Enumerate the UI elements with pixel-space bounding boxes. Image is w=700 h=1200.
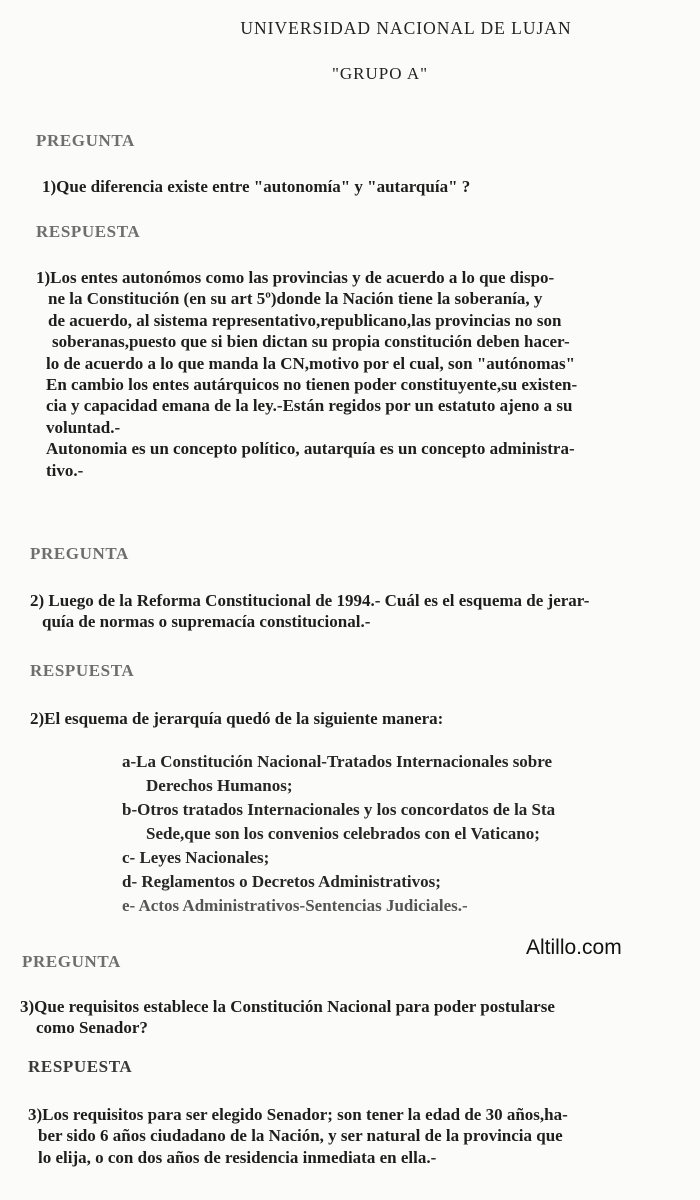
list-item: e- Actos Administrativos-Sentencias Judiciales.- [122,896,468,915]
answer-2-line: 2)El esquema de jerarquía quedó de la siguiente manera: [30,709,444,728]
answer-1-text [36,267,577,481]
group-title: "GRUPO A" [331,64,429,83]
list-item: d- Reglamentos o Decretos Administrativos; [122,872,441,891]
answer-label-3: RESPUESTA [28,1057,133,1076]
answer-1-line: 1)Los entes autonómos como las provincias y de acuerdo a lo que dispo- [36,268,555,287]
answer-1-line: En cambio los entes autárquicos no tienen poder constituyente,su existen- [46,375,578,395]
answer-3-line: 3)Los requisitos para ser elegido Senador; son tener la edad de 30 años,ha- [28,1105,568,1124]
question-2-text [30,590,589,633]
list-item: Derechos Humanos; [146,776,293,795]
answer-1-line: Autonomia es un concepto político, autarquía es un concepto administra- [46,439,575,459]
hierarchy-list [122,750,555,918]
question-3-line: como Senador? [36,1018,148,1038]
question-2-line: quía de normas o supremacía constitucional.- [42,612,371,632]
question-3-line: 3)Que requisitos establece la Constitución Nacional para poder postularse [20,997,555,1016]
university-title: UNIVERSIDAD NACIONAL DE LUJAN [240,18,572,38]
answer-3-text [28,1104,568,1168]
question-1-text [42,176,470,197]
question-3-text [20,996,555,1039]
watermark-logo: Altillo.com [526,936,622,959]
answer-1-line: tivo.- [46,460,84,480]
list-item: c- Leyes Nacionales; [122,848,270,867]
answer-3-line: lo elija, o con dos años de residencia inmediata en ella.- [38,1147,437,1167]
answer-label-1: RESPUESTA [36,222,141,241]
answer-2-text [30,708,443,729]
list-item: a-La Constitución Nacional-Tratados Internacionales sobre [122,752,553,771]
question-label-1: PREGUNTA [36,131,135,150]
answer-1-line: soberanas,puesto que si bien dictan su propia constitución deben hacer- [52,332,570,352]
list-item: b-Otros tratados Internacionales y los concordatos de la Sta [122,800,556,819]
answer-1-line: voluntad.- [46,417,121,437]
question-1-line: 1)Que diferencia existe entre "autonomía" y "autarquía" ? [42,177,471,196]
answer-1-line: ne la Constitución (en su art 5º)donde la Nación tiene la soberanía, y [48,289,543,309]
answer-label-2: RESPUESTA [30,661,135,680]
question-label-3: PREGUNTA [22,952,121,971]
question-label-2: PREGUNTA [30,544,129,563]
question-2-line: 2) Luego de la Reforma Constitucional de 1994.- Cuál es el esquema de jerar- [30,591,590,610]
answer-1-line: cia y capacidad emana de la ley.-Están regidos por un estatuto ajeno a su [46,396,573,416]
answer-1-line: de acuerdo, al sistema representativo,republicano,las provincias no son [48,310,562,330]
answer-3-line: ber sido 6 años ciudadano de la Nación, y ser natural de la provincia que [38,1126,563,1146]
list-item: Sede,que son los convenios celebrados con el Vaticano; [146,824,540,843]
answer-1-line: lo de acuerdo a lo que manda la CN,motivo por el cual, son "autónomas" [46,353,576,373]
